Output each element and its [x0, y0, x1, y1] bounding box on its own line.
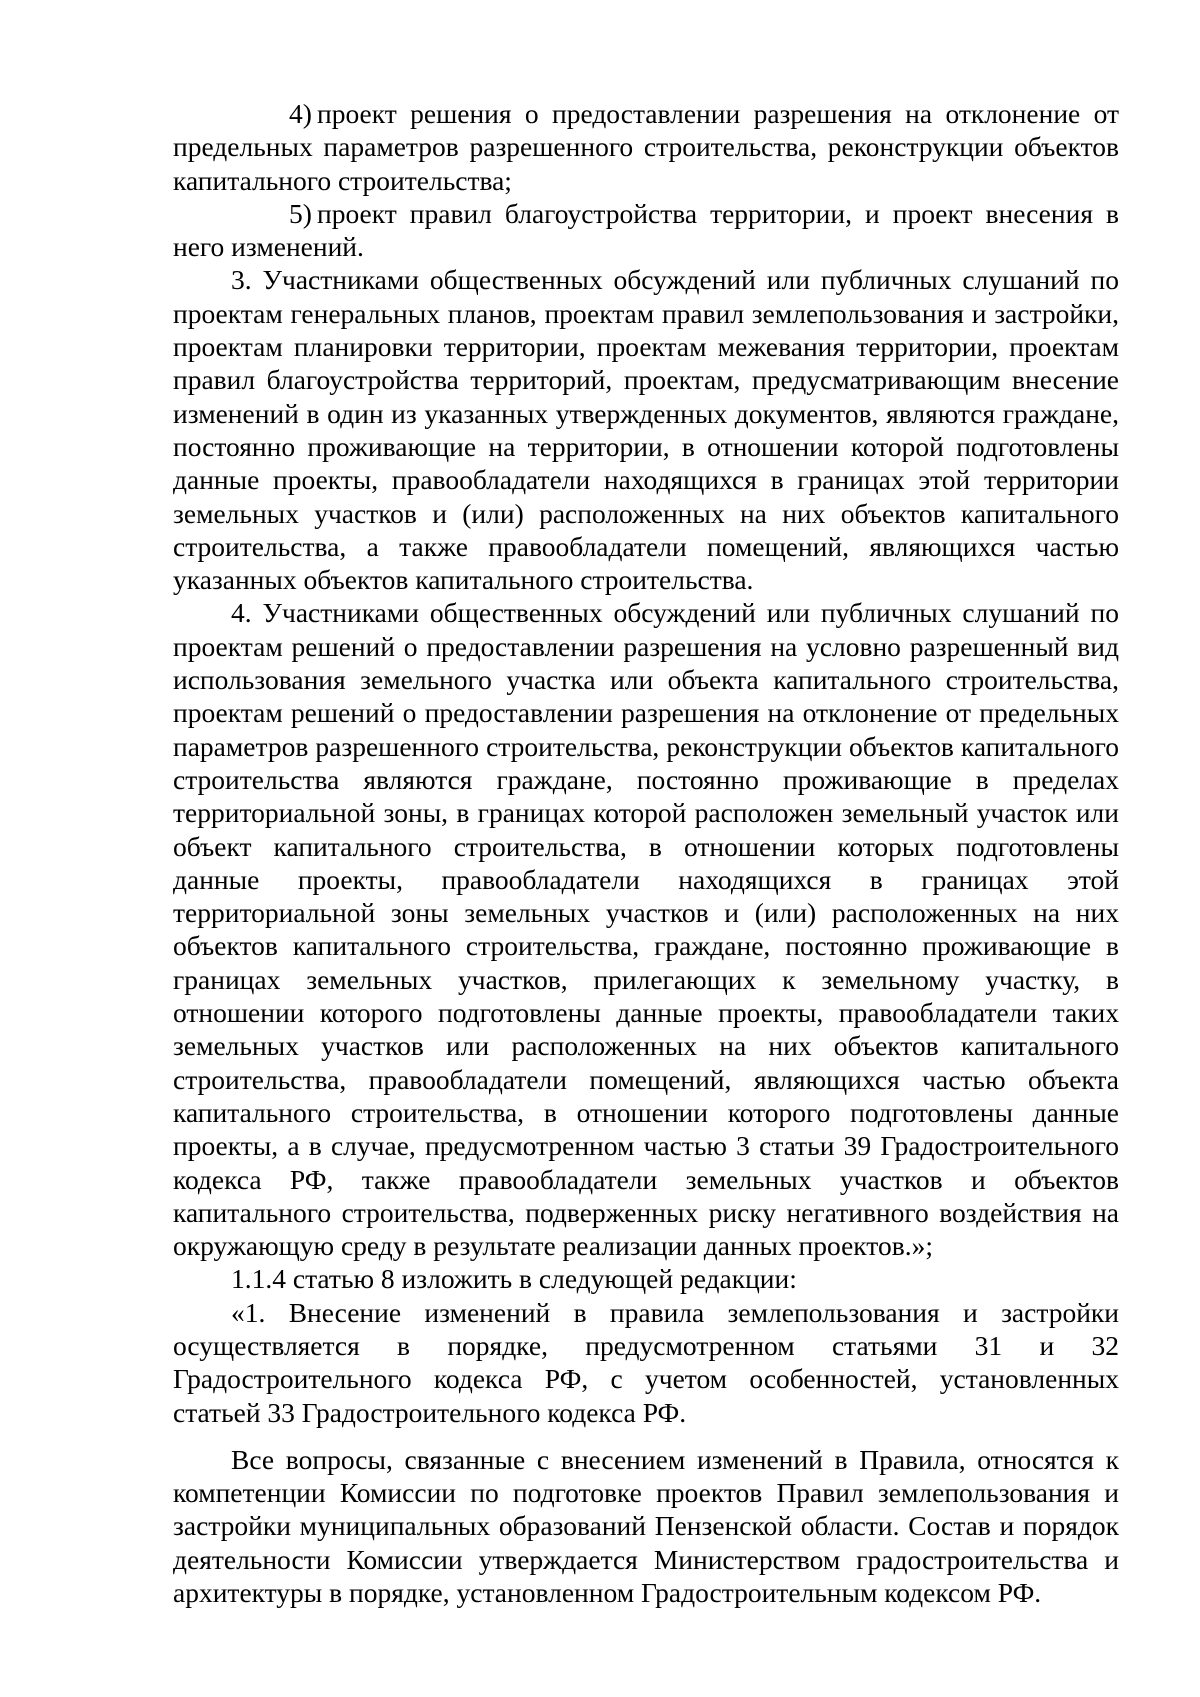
paragraph-gap	[173, 1429, 1119, 1443]
list-item-number: 4)	[289, 98, 312, 129]
paragraph-3-participants-general-plans: 3. Участниками общественных обсуждений или публичных слушаний по проектам генеральных планов, проектам правил землепользования и застройки, проектам планировки территории, проектам межевания территории, проектам правил благоустройства территорий, проектам, предусматривающим внесение изменений в один из указанных утвержденных документов, являются граждане, постоянно проживающие на территории, в отношении которой подготовлены данные проекты, правообладатели находящихся в границах этой территории земельных участков и (или) расположенных на них объектов капитального строительства, а также правообладатели помещений, являющихся частью указанных объектов капитального строительства.	[173, 264, 1119, 596]
paragraph-1-1-4-article-8: 1.1.4 статью 8 изложить в следующей редакции:	[231, 1263, 797, 1295]
list-item-5	[173, 197, 1119, 264]
list-item-number: 5)	[289, 197, 312, 229]
list-item-text: проект решения о предоставлении разрешения на отклонение от предельных параметров разрешенного строительства, реконструкции объектов капитального строительства;	[173, 98, 1119, 196]
list-item-text: проект правил благоустройства территории, и проект внесения в него изменений.	[173, 197, 1119, 263]
paragraph-4-participants-permits: 4. Участниками общественных обсуждений или публичных слушаний по проектам решений о предоставлении разрешения на условно разрешенный вид использования земельного участка или объекта капитального строительства, проектам решений о предоставлении разрешения на отклонение от предельных параметров разрешенного строительства, реконструкции объектов капитального строительства являются граждане, постоянно проживающие в пределах территориальной зоны, в границах которой расположен земельный участок или объект капитального строительства, в отношении которых подготовлены данные проекты, правообладатели находящихся в границах этой территориальной зоны земельных участков и (или) расположенных на них объектов капитального строительства, граждане, постоянно проживающие в границах земельных участков, прилегающих к земельному участку, в отношении которого подготовлены данные проекты, правообладатели таких земельных участков или расположенных на них объектов капитального строительства, правообладатели помещений, являющихся частью объекта капитального строительства, в отношении которого подготовлены данные проекты, а в случае, предусмотренном частью 3 статьи 39 Градостроительного кодекса РФ, также правообладатели земельных участков и объектов капитального строительства, подверженных риску негативного воздействия на окружающую среду в результате реализации данных проектов.»;	[173, 597, 1119, 1262]
list-item-4	[173, 97, 1119, 197]
paragraph-commission-competence: Все вопросы, связанные с внесением изменений в Правила, относятся к компетенции Комиссии по подготовке проектов Правил землепользования и застройки муниципальных образований Пензенской области. Состав и порядок деятельности Комиссии утверждается Министерством градостроительства и архитектуры в порядке, установленном Градостроительным кодексом РФ.	[173, 1443, 1119, 1609]
document-page	[173, 97, 1119, 1609]
paragraph-amendments-procedure: «1. Внесение изменений в правила землепользования и застройки осуществляется в порядке, предусмотренном статьями 31 и 32 Градостроительного кодекса РФ, с учетом особенностей, установленных статьей 33 Градостроительного кодекса РФ.	[173, 1296, 1119, 1428]
